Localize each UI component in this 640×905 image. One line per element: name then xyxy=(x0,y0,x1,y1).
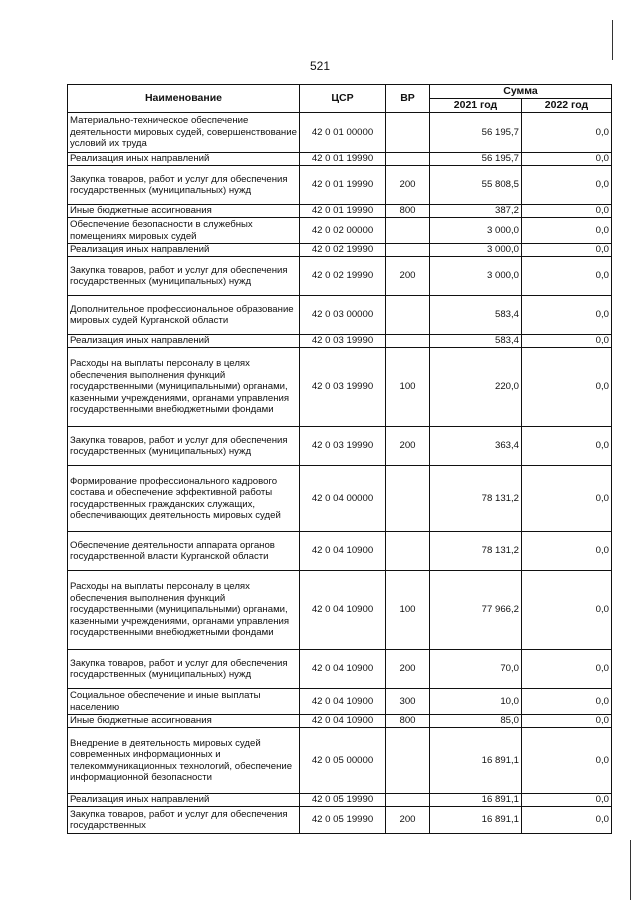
cell-name: Закупка товаров, работ и услуг для обеспечения государственных (муниципальных) нужд xyxy=(68,427,300,466)
cell-csr: 42 0 05 00000 xyxy=(300,728,386,794)
cell-amount-2021: 3 000,0 xyxy=(430,244,522,257)
table-row xyxy=(68,715,612,728)
cell-amount-2022: 0,0 xyxy=(522,532,612,571)
cell-amount-2021: 77 966,2 xyxy=(430,571,522,650)
cell-vr xyxy=(386,113,430,153)
cell-amount-2022: 0,0 xyxy=(522,218,612,244)
scan-mark xyxy=(630,840,631,900)
cell-amount-2022: 0,0 xyxy=(522,466,612,532)
table-row xyxy=(68,153,612,166)
cell-amount-2021: 16 891,1 xyxy=(430,728,522,794)
cell-amount-2021: 55 808,5 xyxy=(430,166,522,205)
cell-csr: 42 0 04 00000 xyxy=(300,466,386,532)
cell-amount-2021: 56 195,7 xyxy=(430,153,522,166)
cell-amount-2021: 583,4 xyxy=(430,335,522,348)
cell-name: Закупка товаров, работ и услуг для обеспечения государственных (муниципальных) нужд xyxy=(68,166,300,205)
cell-vr: 800 xyxy=(386,715,430,728)
cell-vr xyxy=(386,153,430,166)
cell-amount-2022: 0,0 xyxy=(522,715,612,728)
cell-csr: 42 0 02 00000 xyxy=(300,218,386,244)
table-row xyxy=(68,532,612,571)
cell-name: Иные бюджетные ассигнования xyxy=(68,205,300,218)
table-row xyxy=(68,296,612,335)
cell-name: Формирование профессионального кадрового состава и обеспечение эффективной работы государственных гражданских служащих, обеспечивающих деятельность мировых судей xyxy=(68,466,300,532)
cell-amount-2022: 0,0 xyxy=(522,571,612,650)
table-row xyxy=(68,218,612,244)
cell-amount-2022: 0,0 xyxy=(522,296,612,335)
cell-name: Закупка товаров, работ и услуг для обеспечения государственных (муниципальных) нужд xyxy=(68,257,300,296)
cell-vr: 200 xyxy=(386,166,430,205)
cell-amount-2021: 583,4 xyxy=(430,296,522,335)
cell-csr: 42 0 05 19990 xyxy=(300,794,386,807)
cell-amount-2021: 56 195,7 xyxy=(430,113,522,153)
table-body xyxy=(68,113,612,834)
cell-amount-2021: 220,0 xyxy=(430,348,522,427)
cell-vr xyxy=(386,466,430,532)
table-row xyxy=(68,257,612,296)
cell-amount-2022: 0,0 xyxy=(522,794,612,807)
header-sum: Сумма xyxy=(430,85,612,99)
table-row xyxy=(68,728,612,794)
cell-csr: 42 0 01 19990 xyxy=(300,153,386,166)
cell-vr: 100 xyxy=(386,348,430,427)
table-row xyxy=(68,113,612,153)
budget-table xyxy=(67,84,612,834)
cell-csr: 42 0 04 10900 xyxy=(300,650,386,689)
cell-amount-2021: 16 891,1 xyxy=(430,794,522,807)
cell-name: Материально-техническое обеспечение деятельности мировых судей, совершенствование условий их труда xyxy=(68,113,300,153)
cell-csr: 42 0 02 19990 xyxy=(300,244,386,257)
table-row xyxy=(68,689,612,715)
table-row xyxy=(68,571,612,650)
cell-csr: 42 0 04 10900 xyxy=(300,532,386,571)
cell-amount-2022: 0,0 xyxy=(522,335,612,348)
cell-csr: 42 0 01 19990 xyxy=(300,166,386,205)
cell-vr: 200 xyxy=(386,427,430,466)
cell-vr xyxy=(386,532,430,571)
table-row xyxy=(68,807,612,834)
cell-csr: 42 0 04 10900 xyxy=(300,689,386,715)
cell-vr xyxy=(386,335,430,348)
cell-amount-2022: 0,0 xyxy=(522,166,612,205)
cell-vr: 800 xyxy=(386,205,430,218)
cell-csr: 42 0 01 19990 xyxy=(300,205,386,218)
cell-vr: 100 xyxy=(386,571,430,650)
cell-vr: 200 xyxy=(386,257,430,296)
cell-amount-2022: 0,0 xyxy=(522,153,612,166)
cell-csr: 42 0 03 19990 xyxy=(300,348,386,427)
cell-name: Закупка товаров, работ и услуг для обеспечения государственных xyxy=(68,807,300,834)
cell-amount-2021: 78 131,2 xyxy=(430,466,522,532)
table-row xyxy=(68,166,612,205)
header-year-2022: 2022 год xyxy=(522,99,612,113)
cell-amount-2022: 0,0 xyxy=(522,728,612,794)
cell-name: Реализация иных направлений xyxy=(68,153,300,166)
cell-amount-2021: 85,0 xyxy=(430,715,522,728)
cell-name: Расходы на выплаты персоналу в целях обеспечения выполнения функций государственными (муниципальными) органами, казенными учреждениями, органами управления государственными внебюджетными фондами xyxy=(68,571,300,650)
cell-vr: 300 xyxy=(386,689,430,715)
table-row xyxy=(68,244,612,257)
cell-amount-2021: 363,4 xyxy=(430,427,522,466)
cell-vr: 200 xyxy=(386,650,430,689)
cell-amount-2022: 0,0 xyxy=(522,113,612,153)
cell-amount-2022: 0,0 xyxy=(522,348,612,427)
cell-csr: 42 0 03 19990 xyxy=(300,335,386,348)
cell-amount-2022: 0,0 xyxy=(522,650,612,689)
cell-name: Обеспечение безопасности в служебных помещениях мировых судей xyxy=(68,218,300,244)
cell-amount-2021: 3 000,0 xyxy=(430,257,522,296)
cell-amount-2022: 0,0 xyxy=(522,807,612,834)
cell-vr xyxy=(386,794,430,807)
table-row xyxy=(68,205,612,218)
table-row xyxy=(68,466,612,532)
cell-amount-2021: 16 891,1 xyxy=(430,807,522,834)
cell-name: Реализация иных направлений xyxy=(68,244,300,257)
cell-csr: 42 0 01 00000 xyxy=(300,113,386,153)
cell-csr: 42 0 03 00000 xyxy=(300,296,386,335)
table-row xyxy=(68,348,612,427)
cell-name: Внедрение в деятельность мировых судей современных информационных и телекоммуникационных технологий, обеспечение информационной безопасности xyxy=(68,728,300,794)
cell-csr: 42 0 03 19990 xyxy=(300,427,386,466)
cell-vr xyxy=(386,244,430,257)
page-number: 521 xyxy=(309,59,331,73)
scan-mark xyxy=(612,20,613,60)
cell-name: Обеспечение деятельности аппарата органов государственной власти Курганской области xyxy=(68,532,300,571)
cell-amount-2021: 70,0 xyxy=(430,650,522,689)
cell-vr xyxy=(386,728,430,794)
cell-name: Реализация иных направлений xyxy=(68,794,300,807)
cell-amount-2022: 0,0 xyxy=(522,205,612,218)
cell-name: Социальное обеспечение и иные выплаты населению xyxy=(68,689,300,715)
cell-vr xyxy=(386,218,430,244)
table-header xyxy=(68,85,612,113)
header-csr: ЦСР xyxy=(300,85,386,113)
header-year-2021: 2021 год xyxy=(430,99,522,113)
cell-name: Реализация иных направлений xyxy=(68,335,300,348)
cell-amount-2021: 3 000,0 xyxy=(430,218,522,244)
cell-vr: 200 xyxy=(386,807,430,834)
cell-csr: 42 0 04 10900 xyxy=(300,715,386,728)
cell-csr: 42 0 05 19990 xyxy=(300,807,386,834)
table-row xyxy=(68,427,612,466)
cell-amount-2022: 0,0 xyxy=(522,244,612,257)
cell-amount-2021: 10,0 xyxy=(430,689,522,715)
table-row xyxy=(68,335,612,348)
cell-amount-2021: 387,2 xyxy=(430,205,522,218)
header-name: Наименование xyxy=(68,85,300,113)
cell-name: Дополнительное профессиональное образование мировых судей Курганской области xyxy=(68,296,300,335)
cell-vr xyxy=(386,296,430,335)
cell-amount-2021: 78 131,2 xyxy=(430,532,522,571)
cell-name: Иные бюджетные ассигнования xyxy=(68,715,300,728)
table-row xyxy=(68,650,612,689)
cell-amount-2022: 0,0 xyxy=(522,257,612,296)
header-vr: ВР xyxy=(386,85,430,113)
cell-csr: 42 0 04 10900 xyxy=(300,571,386,650)
cell-csr: 42 0 02 19990 xyxy=(300,257,386,296)
cell-name: Закупка товаров, работ и услуг для обеспечения государственных (муниципальных) нужд xyxy=(68,650,300,689)
cell-amount-2022: 0,0 xyxy=(522,689,612,715)
cell-amount-2022: 0,0 xyxy=(522,427,612,466)
table-row xyxy=(68,794,612,807)
cell-name: Расходы на выплаты персоналу в целях обеспечения выполнения функций государственными (муниципальными) органами, казенными учреждениями, органами управления государственными внебюджетными фондами xyxy=(68,348,300,427)
